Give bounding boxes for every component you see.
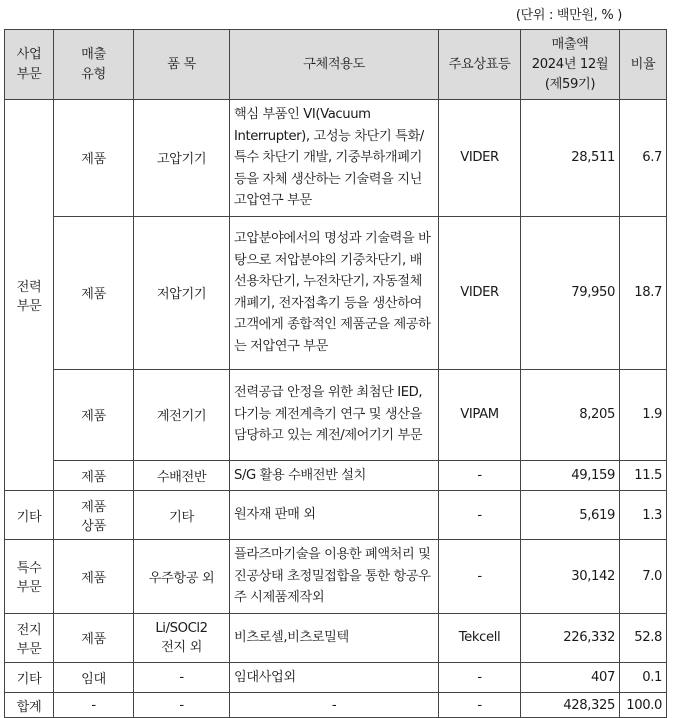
table-row xyxy=(5,369,667,460)
total-row xyxy=(5,693,667,718)
table-row xyxy=(5,540,667,614)
item-cell: - xyxy=(134,662,230,693)
sales-cell: 5,619 xyxy=(521,491,620,540)
table-row xyxy=(5,100,667,217)
sales-cell: 28,511 xyxy=(521,100,620,217)
ratio-cell: 100.0 xyxy=(620,693,667,718)
brand-cell: - xyxy=(439,662,521,693)
header-ratio: 비율 xyxy=(620,30,667,100)
segment-cell: 전지 부문 xyxy=(5,613,54,662)
item-cell: - xyxy=(134,693,230,718)
header-segment: 사업 부문 xyxy=(5,30,54,100)
header-sales: 매출액 2024년 12월 (제59기) xyxy=(521,30,620,100)
ratio-cell: 7.0 xyxy=(620,540,667,614)
header-sales-type: 매출 유형 xyxy=(54,30,134,100)
usage-cell: 원자재 판매 외 xyxy=(230,491,439,540)
header-item: 품 목 xyxy=(134,30,230,100)
sales-type-cell: 제품 xyxy=(54,216,134,369)
header-row xyxy=(5,30,667,100)
sales-cell: 8,205 xyxy=(521,369,620,460)
usage-cell: - xyxy=(230,693,439,718)
brand-cell: - xyxy=(439,460,521,491)
sales-cell: 30,142 xyxy=(521,540,620,614)
sales-cell: 428,325 xyxy=(521,693,620,718)
header-brand: 주요상표등 xyxy=(439,30,521,100)
brand-cell: VIPAM xyxy=(439,369,521,460)
brand-cell: VIDER xyxy=(439,100,521,217)
usage-cell: 전력공급 안정을 위한 최첨단 IED, 다기능 계전계측기 연구 및 생산을 담당하고 있는 계전/제어기기 부문 xyxy=(230,369,439,460)
table-row xyxy=(5,216,667,369)
item-cell: 기타 xyxy=(134,491,230,540)
sales-type-cell: 제품 xyxy=(54,540,134,614)
item-cell: Li/SOCl2 전지 외 xyxy=(134,613,230,662)
sales-type-cell: 제품 xyxy=(54,613,134,662)
ratio-cell: 1.9 xyxy=(620,369,667,460)
brand-cell: - xyxy=(439,540,521,614)
segment-cell: 기타 xyxy=(5,662,54,693)
sales-cell: 407 xyxy=(521,662,620,693)
ratio-cell: 52.8 xyxy=(620,613,667,662)
usage-cell: 비츠로셀,비츠로밀텍 xyxy=(230,613,439,662)
table-row xyxy=(5,491,667,540)
segment-cell: 특수 부문 xyxy=(5,540,54,614)
ratio-cell: 1.3 xyxy=(620,491,667,540)
sales-table xyxy=(4,29,667,718)
sales-cell: 79,950 xyxy=(521,216,620,369)
unit-note: (단위 : 백만원, % ) xyxy=(515,8,622,23)
table-row xyxy=(5,662,667,693)
item-cell: 수배전반 xyxy=(134,460,230,491)
table-row xyxy=(5,613,667,662)
segment-cell: 합계 xyxy=(5,693,54,718)
segment-cell: 전력 부문 xyxy=(5,100,54,491)
item-cell: 저압기기 xyxy=(134,216,230,369)
brand-cell: - xyxy=(439,693,521,718)
sales-cell: 49,159 xyxy=(521,460,620,491)
sales-cell: 226,332 xyxy=(521,613,620,662)
ratio-cell: 11.5 xyxy=(620,460,667,491)
ratio-cell: 18.7 xyxy=(620,216,667,369)
item-cell: 계전기기 xyxy=(134,369,230,460)
sales-type-cell: 제품 xyxy=(54,100,134,217)
sales-type-cell: 제품 xyxy=(54,460,134,491)
table-row xyxy=(5,460,667,491)
header-usage: 구체적용도 xyxy=(230,30,439,100)
sales-type-cell: - xyxy=(54,693,134,718)
sales-type-cell: 제품 xyxy=(54,369,134,460)
segment-cell: 기타 xyxy=(5,491,54,540)
brand-cell: - xyxy=(439,491,521,540)
sales-type-cell: 제품 상품 xyxy=(54,491,134,540)
usage-cell: S/G 활용 수배전반 설치 xyxy=(230,460,439,491)
brand-cell: Tekcell xyxy=(439,613,521,662)
usage-cell: 플라즈마기술을 이용한 폐액처리 및 진공상태 초정밀접합을 통한 항공우주 시제품제작외 xyxy=(230,540,439,614)
item-cell: 우주항공 외 xyxy=(134,540,230,614)
sales-type-cell: 임대 xyxy=(54,662,134,693)
usage-cell: 고압분야에서의 명성과 기술력을 바탕으로 저압분야의 기중차단기, 배선용차단기, 누전차단기, 자동절체개폐기, 전자접촉기 등을 생산하여 고객에게 종합적인 제품군을 제공하는 저압연구 부문 xyxy=(230,216,439,369)
ratio-cell: 0.1 xyxy=(620,662,667,693)
usage-cell: 임대사업외 xyxy=(230,662,439,693)
usage-cell: 핵심 부품인 VI(Vacuum Interrupter), 고성능 차단기 특화/특수 차단기 개발, 기중부하개폐기 등을 자체 생산하는 기술력을 지닌 고압연구 부문 xyxy=(230,100,439,217)
ratio-cell: 6.7 xyxy=(620,100,667,217)
brand-cell: VIDER xyxy=(439,216,521,369)
item-cell: 고압기기 xyxy=(134,100,230,217)
